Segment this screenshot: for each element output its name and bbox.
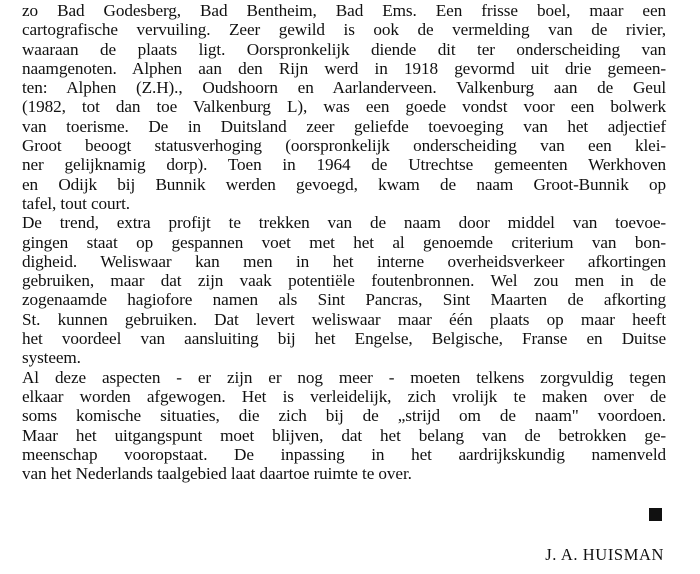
text-line: van toerisme. De in Duitsland zeer geliefde toevoeging van het adjectief <box>22 116 666 136</box>
text-line: Maar het uitgangspunt moet blijven, dat het belang van de betrokken ge- <box>22 425 666 445</box>
paragraph-3 <box>22 368 666 484</box>
text-line: meenschap vooropstaat. De inpassing in het aardrijkskundig namenveld <box>22 444 666 464</box>
text-line: digheid. Weliswaar kan men in het interne overheidsverkeer afkortingen <box>22 251 666 271</box>
text-line: gingen staat op gespannen voet met het al genoemde criterium van bon- <box>22 232 666 252</box>
text-line: naamgenoten. Alphen aan den Rijn werd in 1918 gevormd uit drie gemeen- <box>22 58 666 78</box>
text-line: zogenaamde hagiofore namen als Sint Pancras, Sint Maarten de afkorting <box>22 290 666 310</box>
text-line: ner gelijknamig dorp). Toen in 1964 de Utrechtse gemeenten Werkhoven <box>22 155 666 175</box>
text-line: cartografische vervuiling. Zeer gewild is ook de vermelding van de rivier, <box>22 20 666 40</box>
text-line: waaraan de plaats ligt. Oorspronkelijk diende dit ter onderscheiding van <box>22 39 666 59</box>
text-line: soms komische situaties, die zich bij de „strijd om de naam" voordoen. <box>22 406 666 426</box>
text-line: Al deze aspecten - er zijn er nog meer - moeten telkens zorgvuldig tegen <box>22 367 666 387</box>
text-line: St. kunnen gebruiken. Dat levert weliswaar maar één plaats op maar heeft <box>22 309 666 329</box>
text-line: Groot beoogt statusverhoging (oorspronkelijk onderscheiding van een klei- <box>22 136 666 156</box>
text-line: gebruiken, maar dat zijn vaak potentiële foutenbronnen. Wel zou men in de <box>22 271 666 291</box>
text-line: De trend, extra profijt te trekken van de naam door middel van toevoe- <box>22 213 666 233</box>
paragraph-1 <box>22 1 666 213</box>
text-line: zo Bad Godesberg, Bad Bentheim, Bad Ems. Een frisse boel, maar een <box>22 1 666 20</box>
paragraph-2 <box>22 213 666 367</box>
text-line: systeem. <box>22 348 81 368</box>
article-body <box>22 1 666 483</box>
text-line: elkaar worden afgewogen. Het is verleidelijk, zich vrolijk te maken over de <box>22 386 666 406</box>
text-line: ten: Alphen (Z.H)., Oudshoorn en Aarlanderveen. Valkenburg aan de Geul <box>22 78 666 98</box>
text-line: (1982, tot dan toe Valkenburg L), was een goede vondst voor een bolwerk <box>22 97 666 117</box>
text-line: en Odijk bij Bunnik werden gevoegd, kwam de naam Groot-Bunnik op <box>22 174 666 194</box>
end-of-article-square-icon <box>649 508 662 521</box>
text-line: tafel, tout court. <box>22 193 130 213</box>
author-signature: J. A. HUISMAN <box>545 545 664 564</box>
text-line: het voordeel van aansluiting bij het Engelse, Belgische, Franse en Duitse <box>22 329 666 349</box>
text-line: van het Nederlands taalgebied laat daartoe ruimte te over. <box>22 464 412 484</box>
